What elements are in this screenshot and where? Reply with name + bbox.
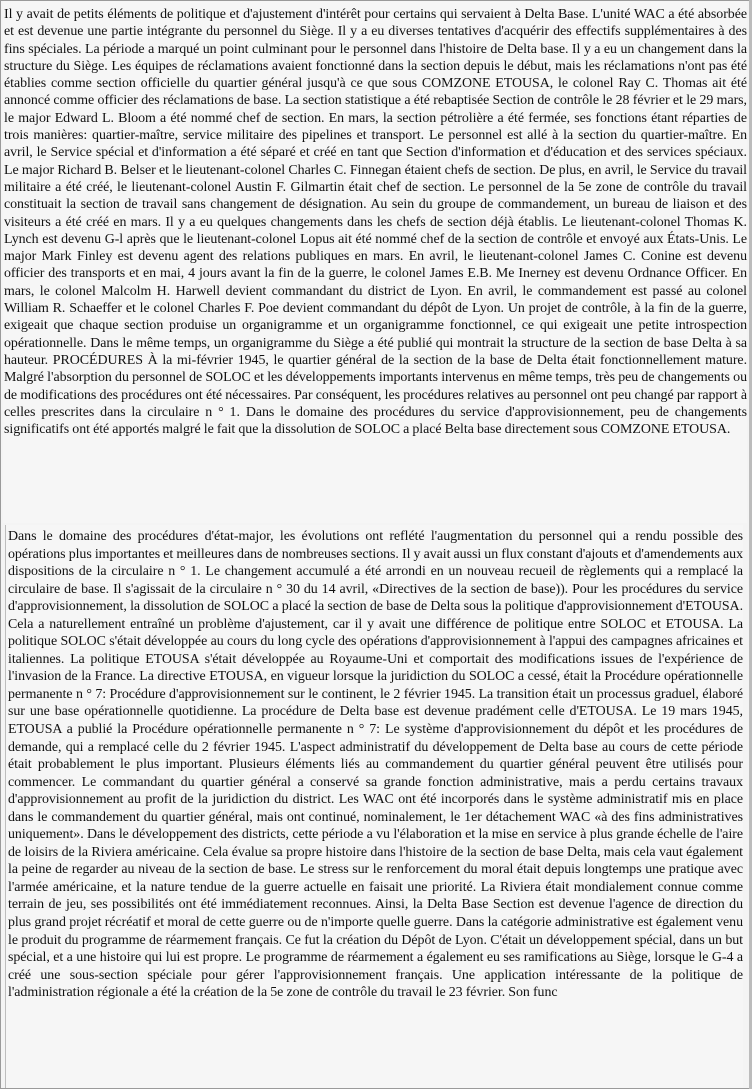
text-block-1 xyxy=(3,1,747,523)
paragraph-1: Il y avait de petits éléments de politique et d'ajustement d'intérêt pour certains qui servaient à Delta Base. L'unité WAC a été absorbée et est devenue une partie intégrante du personnel du Siège. Il y a eu diverses tentatives d'acquérir des effectifs supplémentaires à des fins spéciales. La période a marqué un point culminant pour le personnel dans l'histoire de Delta base. Il y a eu un changement dans la structure du Siège. Les équipes de réclamations avaient fonctionné dans la section depuis le début, mais les réclamations n'ont pas été établies comme section officielle du quartier général jusqu'à ce que sous COMZONE ETOUSA, le colonel Ray C. Thomas ait été annoncé comme officier des réclamations de base. La section statistique a été rebaptisée Section de contrôle le 28 février et le 29 mars, le major Edward L. Bloom a été nommé chef de section. En mars, la section pétrolière a été fermée, ses fonctions étant réparties de trois manières: quartier-maître, service militaire des pipelines et transport. Le personnel est allé à la section du quartier-maître. En avril, le Service spécial et d'information a été séparé et créé en tant que Section d'information et d'éducation et des services spéciaux. Le major Richard B. Belser et le lieutenant-colonel Charles C. Finnegan étaient chefs de section. De plus, en avril, le Service du travail militaire a été créé, le lieutenant-colonel Austin F. Gilmartin était chef de section. Le personnel de la 5e zone de contrôle du travail constituait la section de travail sans changement de désignation. Au sein du groupe de commandement, un bureau de liaison et des visiteurs a été créé en mars. Il y a eu quelques changements dans les chefs de section déjà établis. Le lieutenant-colonel Thomas K. Lynch est devenu G-l après que le lieutenant-colonel Lopus ait été nommé chef de la section de contrôle et envoyé aux États-Unis. Le major Mark Finley est devenu agent des relations publiques en mars. En avril, le lieutenant-colonel James C. Conine est devenu officier des transports et en mai, 4 jours avant la fin de la guerre, le colonel James E.B. Me Inerney est devenu Ordnance Officer. En mars, le colonel Malcolm H. Harwell devient commandant du district de Lyon. En avril, le commandement est passé au colonel William R. Schaeffer et le colonel Charles F. Poe devient commandant du dépôt de Lyon. Un projet de contrôle, à la fin de la guerre, exigeait que chaque section produise un organigramme et un organigramme fonctionnel, ce qui exigeait une petite introspection opérationnelle. Dans le même temps, un organigramme du Siège a été publié qui montrait la structure de la section de base Delta à sa hauteur. PROCÉDURES À la mi-février 1945, le quartier général de la section de la base de Delta était fonctionnellement mature. Malgré l'absorption du personnel de SOLOC et les développements importants intervenus en même temps, très peu de changements ou de modifications des procédures ont été nécessaires. Par conséquent, les procédures relatives au personnel ont peu changé par rapport à celles prescrites dans la circulaire n ° 1. Dans le domaine des procédures du service d'approvisionnement, peu de changements significatifs ont été apportés malgré le fait que la dissolution de SOLOC a placé Belta base directement sous COMZONE ETOUSA. xyxy=(4,7,747,438)
paragraph-2: Dans le domaine des procédures d'état-major, les évolutions ont reflété l'augmentation du personnel qui a rendu possible des opérations plus importantes et meilleures dans de nombreuses sections. Il y avait aussi un flux constant d'ajouts et d'amendements aux dispositions de la circulaire n ° 1. Le changement accumulé a été arrondi en un nouveau recueil de règlements qui a remplacé la circulaire de base. Il s'agissait de la circulaire n ° 30 du 14 avril, «Directives de la section de base)). Pour les procédures du service d'approvisionnement, la dissolution de SOLOC a placé la section de base de Delta sous la politique d'approvisionnement d'ETOUSA. Cela a naturellement entraîné un problème d'ajustement, car il y avait une différence de politique entre SOLOC et ETOUSA. La politique SOLOC s'était développée au cours du long cycle des opérations d'approvisionnement à l'appui des campagnes africaines et italiennes. La politique ETOUSA s'était développée au Royaume-Uni et comportait des modifications issues de l'expérience de l'invasion de la France. La directive ETOUSA, en vigueur lorsque la juridiction du SOLOC a cessé, était la Procédure opérationnelle permanente n ° 7: Procédure d'approvisionnement sur le continent, le 2 février 1945. La transition était un processus graduel, élaboré sur une base opérationnelle quotidienne. La procédure de Delta base est devenue pradément celle d'ETOUSA. Le 19 mars 1945, ETOUSA a publié la Procédure opérationnelle permanente n ° 7: Le système d'approvisionnement du dépôt et les procédures de demande, qui a remplacé celle du 2 février 1945. L'aspect administratif du développement de Delta base au cours de cette période était probablement le plus important. Plusieurs éléments liés au commandement du quartier général peuvent être utilisés pour commencer. Le commandant du quartier général a conservé sa grande fonction administrative, mais a perdu certains travaux d'approvisionnement au profit de la juridiction du district. Les WAC ont été incorporés dans le système administratif mis en place dans le commandement du quartier général, mais ont continué, nominalement, le 1er détachement WAC «à des fins administratives uniquement». Dans le développement des districts, cette période a vu l'élaboration et la mise en service à plus grande échelle de l'aire de loisirs de la Riviera américaine. Cela évalue sa propre histoire dans l'histoire de la section de base Delta, mais cela vaut également la peine de regarder au niveau de la section de base. Le stress sur le renforcement du moral était depuis longtemps une pratique avec l'armée américaine, et la nature tendue de la guerre actuelle en faisait une priorité. La Riviera était mondialement connue comme terrain de jeu, ses possibilités ont été immédiatement reconnues. Ainsi, la Delta Base Section est devenue l'agence de direction du plus grand projet récréatif et moral de cette guerre ou de n'importe quelle guerre. Dans la catégorie administrative est également venu le produit du programme de réarmement français. Ce fut la création du Dépôt de Lyon. C'était un développement spécial, dans un but spécial, et a une histoire qui lui est propre. Le programme de réarmement a également eu ses ramifications au Siège, lorsque le G-4 a créé une sous-section spéciale pour gérer l'approvisionnement français. Une application intéressante de la politique de l'administration régionale a été la création de la 5e zone de contrôle du travail le 23 février. Son func xyxy=(8,529,743,1001)
text-block-2 xyxy=(5,525,743,1088)
